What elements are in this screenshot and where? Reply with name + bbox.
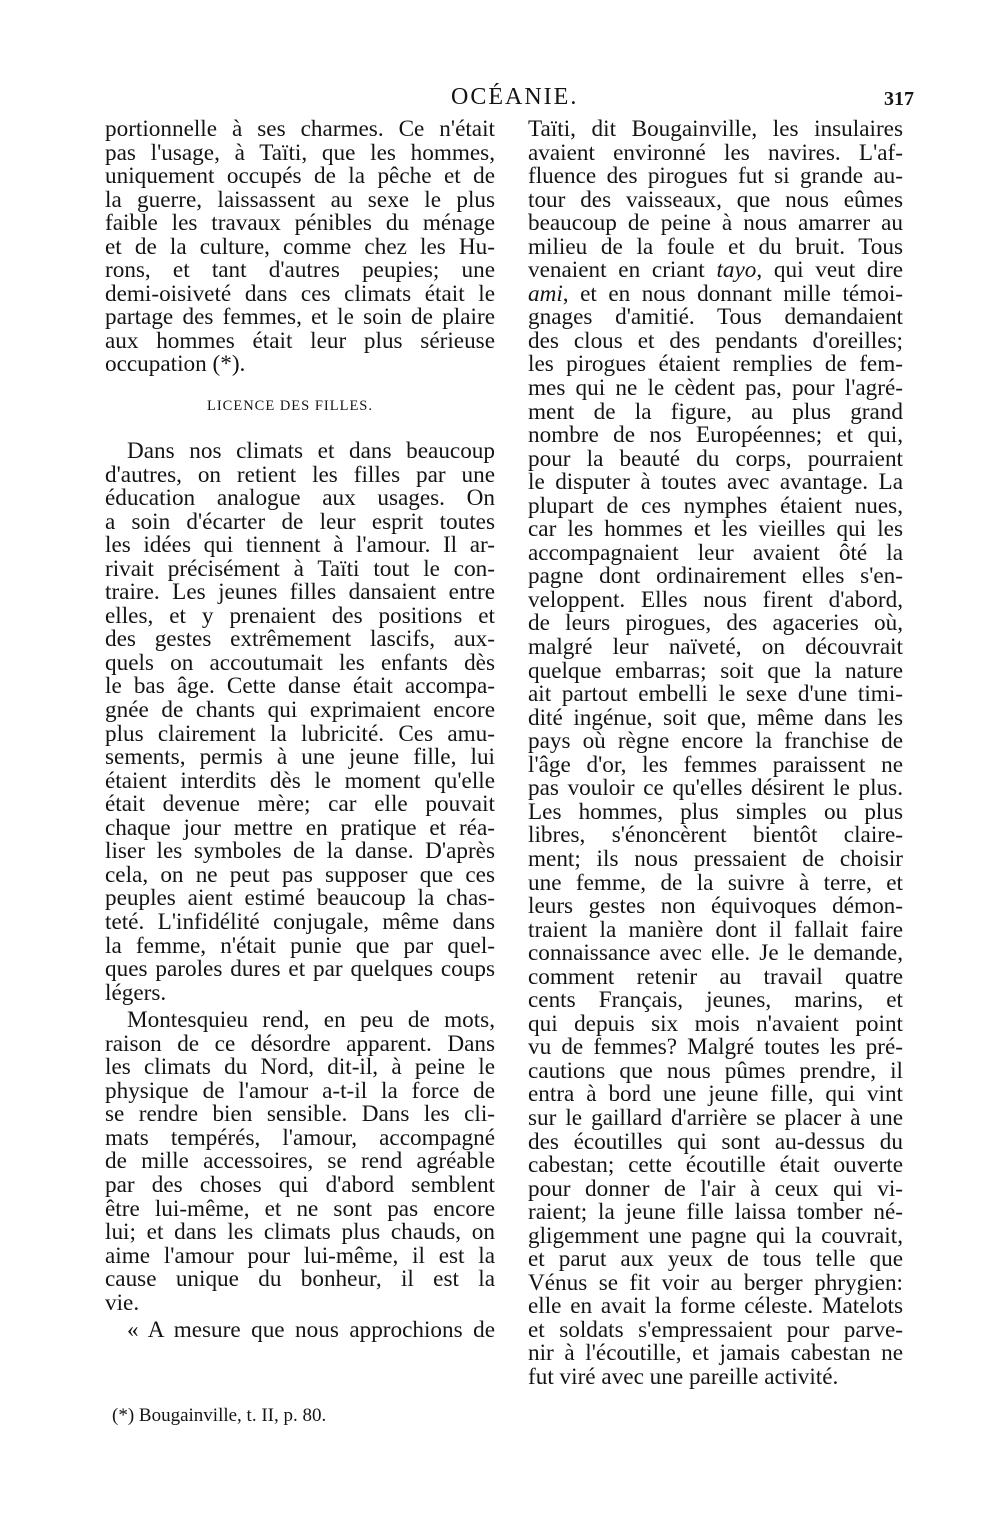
text-line: uniquement occupés de la pêche et de xyxy=(105,163,495,190)
text-line: Vénus se fit voir au berger phrygien: xyxy=(528,1269,903,1296)
text-line: libres, s'énoncèrent bientôt claire- xyxy=(528,822,903,849)
italic-word: ami xyxy=(528,280,563,307)
text-line: Dans nos climats et dans beaucoup xyxy=(127,438,495,465)
paragraph-2 xyxy=(105,440,495,1005)
text-line: cause unique du bonheur, il est la xyxy=(105,1266,495,1293)
text-line: traient la manière dont il fallait faire xyxy=(528,916,903,943)
text-line: ment; ils nous pressaient de choisir xyxy=(528,845,903,872)
text-line: ment de la figure, au plus grand xyxy=(528,398,903,425)
text-line: pas l'usage, à Taïti, que les hommes, xyxy=(105,139,495,166)
text-line: cela, on ne peut pas supposer que ces xyxy=(105,861,495,888)
text-line: chaque jour mettre en pratique et réa- xyxy=(105,814,495,841)
text-line: leurs gestes non équivoques démon- xyxy=(528,893,903,920)
text-line: fut viré avec une pareille activité. xyxy=(528,1363,839,1390)
text-line: pays où règne encore la franchise de xyxy=(528,728,903,755)
text-line: des écoutilles qui sont au-dessus du xyxy=(528,1128,903,1155)
text-line: Montesquieu rend, en peu de mots, xyxy=(127,1007,495,1034)
paragraph-1 xyxy=(105,118,495,377)
text-line: elles, et y prenaient des positions et xyxy=(105,602,495,629)
text-line: le bas âge. Cette danse était accompa- xyxy=(105,673,495,700)
right-column xyxy=(528,118,903,1390)
text-line: des clous et des pendants d'oreilles; xyxy=(528,327,903,354)
footnote: (*) Bougainville, t. II, p. 80. xyxy=(112,1405,327,1426)
text-line: sements, permis à une jeune fille, lui xyxy=(105,744,495,771)
text-line: cents Français, jeunes, marins, et xyxy=(528,987,903,1014)
text-line: pas vouloir ce qu'elles désirent le plus. xyxy=(528,775,903,802)
text-line: demi-oisiveté dans ces climats était le xyxy=(105,280,495,307)
text-line: physique de l'amour a-t-il la force de xyxy=(105,1077,495,1104)
text-line: comment retenir au travail quatre xyxy=(528,963,903,990)
text-line: et de la culture, comme chez les Hu- xyxy=(105,233,495,260)
text-line: plus clairement la lubricité. Ces amu- xyxy=(105,720,495,747)
text-line: elle en avait la forme céleste. Matelots xyxy=(528,1293,903,1320)
text-line: des gestes extrêmement lascifs, aux- xyxy=(105,626,495,653)
text-line: connaissance avec elle. Je le demande, xyxy=(528,940,903,967)
text-line: partage des femmes, et le soin de plaire xyxy=(105,304,495,331)
text-line: le disputer à toutes avec avantage. La xyxy=(528,469,903,496)
text-line: être lui-même, et ne sont pas encore xyxy=(105,1195,495,1222)
text-line: quels on accoutumait les enfants dès xyxy=(105,649,495,676)
text-line: dité ingénue, soit que, même dans les xyxy=(528,704,903,731)
text-line: cabestan; cette écoutille était ouverte xyxy=(528,1152,903,1179)
text-line: éducation analogue aux usages. On xyxy=(105,485,495,512)
text-line: raison de ce désordre apparent. Dans xyxy=(105,1030,495,1057)
text-line: ami, et en nous donnant mille témoi- xyxy=(528,280,903,307)
text-line: « A mesure que nous approchions de xyxy=(127,1317,495,1344)
text-line: légers. xyxy=(105,979,167,1006)
text-line: traire. Les jeunes filles dansaient entre xyxy=(105,579,495,606)
text-line: de mille accessoires, se rend agréable xyxy=(105,1148,495,1175)
text-line: car les hommes et les vieilles qui les xyxy=(528,516,903,543)
text-line: gnée de chants qui exprimaient encore xyxy=(105,697,495,724)
text-line: et soldats s'empressaient pour parve- xyxy=(528,1316,903,1343)
text-line: sur le gaillard d'arrière se placer à une xyxy=(528,1104,903,1131)
text-line: aux hommes était leur plus sérieuse xyxy=(105,327,495,354)
left-column xyxy=(105,118,495,1343)
text-line: malgré leur naïveté, on découvrait xyxy=(528,634,903,661)
text-line: étaient interdits dès le moment qu'elle xyxy=(105,767,495,794)
text-line: la guerre, laissassent au sexe le plus xyxy=(105,186,495,213)
text-line: entra à bord une jeune fille, qui vint xyxy=(528,1081,903,1108)
text-line: portionnelle à ses charmes. Ce n'était xyxy=(105,116,495,142)
text-line: teté. L'infidélité conjugale, même dans xyxy=(105,908,495,935)
text-line: gligemment une pagne qui la couvrait, xyxy=(528,1222,903,1249)
text-line: beaucoup de peine à nous amarrer au xyxy=(528,210,903,237)
text-line: les idées qui tiennent à l'amour. Il ar- xyxy=(105,532,495,559)
text-line: par des choses qui d'abord semblent xyxy=(105,1171,495,1198)
text-line: une femme, de la suivre à terre, et xyxy=(528,869,903,896)
text-line: faible les travaux pénibles du ménage xyxy=(105,210,495,237)
text-line: se rendre bien sensible. Dans les cli- xyxy=(105,1101,495,1128)
text-line: la femme, n'était punie que par quel- xyxy=(105,932,495,959)
running-title: OCÉANIE. xyxy=(451,84,579,110)
text-line: pour donner de l'air à ceux qui vi- xyxy=(528,1175,903,1202)
text-line: vu de femmes? Malgré toutes les pré- xyxy=(528,1034,903,1061)
paragraph-3 xyxy=(105,1009,495,1315)
text-line: a soin d'écarter de leur esprit toutes xyxy=(105,508,495,535)
text-line: pour la beauté du corps, pourraient xyxy=(528,445,903,472)
text-line: accompagnaient leur avaient ôté la xyxy=(528,539,903,566)
text-line: raient; la jeune fille laissa tomber né- xyxy=(528,1199,903,1226)
text-line: de leurs pirogues, des agaceries où, xyxy=(528,610,903,637)
text-line: vie. xyxy=(105,1289,140,1316)
text-line: et parut aux yeux de tous telle que xyxy=(528,1246,903,1273)
text-line: fluence des pirogues fut si grande au- xyxy=(528,163,903,190)
page-number: 317 xyxy=(884,88,914,110)
text-line: aime l'amour pour lui-même, il est la xyxy=(105,1242,495,1269)
text-line: gnages d'amitié. Tous demandaient xyxy=(528,304,903,331)
text-line: qui depuis six mois n'avaient point xyxy=(528,1010,903,1037)
text-line: veloppent. Elles nous firent d'abord, xyxy=(528,586,903,613)
text-line: milieu de la foule et du bruit. Tous xyxy=(528,233,903,260)
text-line: l'âge d'or, les femmes paraissent ne xyxy=(528,751,903,778)
text-line: ques paroles dures et par quelques coups xyxy=(105,956,495,983)
text-line: avaient environné les navires. L'af- xyxy=(528,139,903,166)
paragraph-4 xyxy=(105,1319,495,1343)
text-line: les pirogues étaient remplies de fem- xyxy=(528,351,903,378)
text-line: d'autres, on retient les filles par une xyxy=(105,461,495,488)
text-line: lui; et dans les climats plus chauds, on xyxy=(105,1219,495,1246)
text-line: occupation (*). xyxy=(105,351,246,378)
text-line: était devenue mère; car elle pouvait xyxy=(105,791,495,818)
text-line: Taïti, dit Bougainville, les insulaires xyxy=(528,116,903,142)
text-line: tour des vaisseaux, que nous eûmes xyxy=(528,186,903,213)
text-line: rivait précisément à Taïti tout le con- xyxy=(105,555,495,582)
text-line: ait partout embelli le sexe d'une timi- xyxy=(528,681,903,708)
text-line: nir à l'écoutille, et jamais cabestan ne xyxy=(528,1340,903,1367)
text-line: mes qui ne le cèdent pas, pour l'agré- xyxy=(528,375,903,402)
text-line: Les hommes, plus simples ou plus xyxy=(528,798,903,825)
text-line: peuples aient estimé beaucoup la chas- xyxy=(105,885,495,912)
text-line: nombre de nos Européennes; et qui, xyxy=(528,422,903,449)
text-line: plupart de ces nymphes étaient nues, xyxy=(528,492,903,519)
text-line: les climats du Nord, dit-il, à peine le xyxy=(105,1054,495,1081)
section-heading: LICENCE DES FILLES. xyxy=(206,398,373,415)
italic-word: tayo xyxy=(716,257,757,284)
text-line: cautions que nous pûmes prendre, il xyxy=(528,1057,903,1084)
text-line: pagne dont ordinairement elles s'en- xyxy=(528,563,903,590)
text-line: quelque embarras; soit que la nature xyxy=(528,657,903,684)
text-line: mats tempérés, l'amour, accompagné xyxy=(105,1124,495,1151)
text-line: rons, et tant d'autres peupies; une xyxy=(105,257,495,284)
text-line: liser les symboles de la danse. D'après xyxy=(105,838,495,865)
text-line: venaient en criant tayo, qui veut dire xyxy=(528,257,903,284)
